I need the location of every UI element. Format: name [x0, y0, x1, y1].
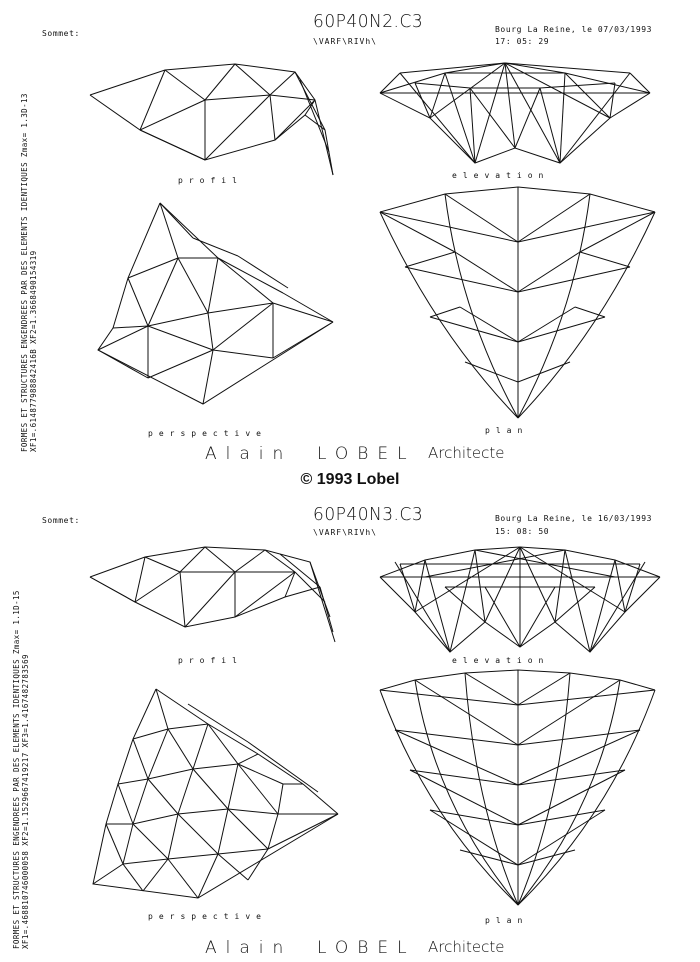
- elevation-label: elevation: [452, 656, 550, 665]
- sommet-label: Sommet:: [42, 516, 80, 525]
- drawing-path: \VARF\RIVh\: [313, 528, 377, 537]
- time-stamp: 15: 08: 50: [495, 527, 550, 536]
- architect-first-name: Alain: [205, 444, 293, 464]
- side-caption-line1: FORMES ET STRUCTURES ENGENDREES PAR DES ELEMENTS IDENTIQUES Zmax= 1.1D-15: [12, 590, 21, 949]
- plan-view: [375, 182, 665, 422]
- drawing-path: \VARF\RIVh\: [313, 37, 377, 46]
- side-caption: [20, 93, 38, 452]
- plan-label: plan: [485, 426, 529, 435]
- perspective-view: [88, 198, 338, 410]
- location-date: Bourg La Reine, le 07/03/1993: [495, 25, 653, 34]
- plan-label: plan: [485, 916, 529, 925]
- side-caption-line2: XF1=.614877988842416B XF2=1.3668490154319: [29, 250, 38, 452]
- architect-last-name: LOBEL: [317, 938, 416, 958]
- plan-view: [375, 665, 665, 910]
- sommet-label: Sommet:: [42, 29, 80, 38]
- side-caption: [12, 590, 30, 949]
- elevation-view: [375, 58, 660, 168]
- profil-label: profil: [178, 656, 243, 665]
- drawing-sheet-2: [0, 487, 700, 962]
- architect-first-name: Alain: [205, 938, 293, 958]
- profil-view: [85, 60, 345, 195]
- drawing-code: 60P40N3.C3: [313, 504, 424, 526]
- perspective-label: perspective: [148, 429, 267, 438]
- side-caption-line2: XF1=.468810746000058 XF2=1.1529667419217 XF3=1.4167482783569: [21, 654, 30, 949]
- side-caption-line1: FORMES ET STRUCTURES ENGENDREES PAR DES ELEMENTS IDENTIQUES Zmax= 1.3D-13: [20, 93, 29, 452]
- elevation-label: elevation: [452, 171, 550, 180]
- location-date: Bourg La Reine, le 16/03/1993: [495, 514, 653, 523]
- architect-role: Architecte: [428, 444, 505, 462]
- architect-role: Architecte: [428, 938, 505, 956]
- perspective-label: perspective: [148, 912, 267, 921]
- profil-label: profil: [178, 176, 243, 185]
- architect-last-name: LOBEL: [317, 444, 416, 464]
- perspective-view: [88, 684, 343, 902]
- time-stamp: 17: 05: 29: [495, 37, 550, 46]
- elevation-view: [375, 542, 665, 657]
- drawing-sheet-1: [0, 0, 700, 475]
- profil-view: [85, 542, 350, 647]
- drawing-code: 60P40N2.C3: [313, 11, 424, 33]
- copyright-notice: © 1993 Lobel: [300, 471, 400, 488]
